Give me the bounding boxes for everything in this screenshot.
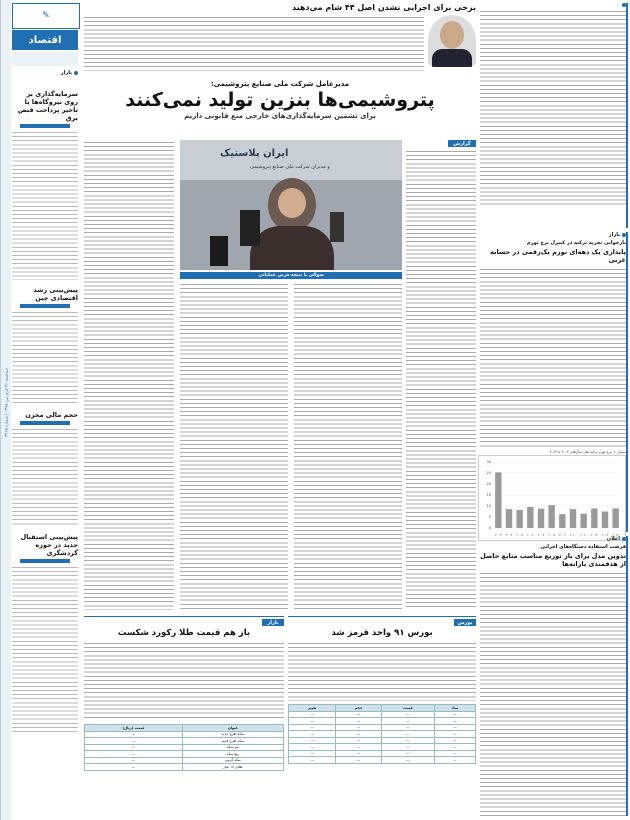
side-date-band bbox=[0, 0, 11, 820]
chart-y-tick: 5 bbox=[488, 515, 491, 520]
main-photo bbox=[180, 140, 402, 270]
author-portrait bbox=[428, 15, 476, 67]
right-mid-kicker: بازخوانی تجربه ترکیه در کنترل نرخ تورم bbox=[527, 240, 626, 246]
gold-row bbox=[85, 764, 284, 771]
left-item4-body bbox=[12, 565, 78, 735]
inflation-chart bbox=[478, 455, 626, 541]
bourse-cell: — bbox=[289, 711, 336, 718]
bottom-bourse bbox=[288, 616, 476, 817]
chart-bar bbox=[506, 509, 512, 528]
chart-x-tick: ۲۰۱۲ bbox=[591, 533, 598, 537]
left-item4-badge bbox=[20, 559, 70, 563]
bourse-cell: — bbox=[435, 731, 476, 738]
left-item1-badge bbox=[20, 124, 70, 128]
masthead-subline bbox=[12, 52, 78, 66]
bourse-header: حجم bbox=[336, 705, 381, 712]
bourse-cell: — bbox=[381, 750, 434, 757]
right-top-tag bbox=[480, 3, 626, 7]
report-tag: گزارش bbox=[448, 140, 476, 147]
gold-cell: ربع سکه bbox=[182, 751, 283, 758]
gold-cell: — bbox=[85, 751, 183, 758]
chart-y-tick: 10 bbox=[486, 504, 491, 509]
bourse-cell: — bbox=[435, 744, 476, 751]
bourse-cell: — bbox=[336, 757, 381, 764]
right-top-body bbox=[480, 9, 626, 205]
bourse-cell: — bbox=[336, 750, 381, 757]
right-bottom-title: تدوین مدل برای باز توزیع مناسب منابع حاصل از هدفمندی یارانه‌ها bbox=[480, 552, 626, 568]
chart-bar bbox=[591, 508, 597, 528]
paper-logo-icon: ✎ bbox=[42, 11, 50, 21]
bourse-header: تغییر bbox=[289, 705, 336, 712]
bourse-cell: — bbox=[435, 750, 476, 757]
bottom-left-title: باز هم قیمت طلا رکورد شکست bbox=[117, 628, 251, 638]
bourse-cell: — bbox=[289, 744, 336, 751]
left-item2-body bbox=[12, 310, 78, 405]
left-item1-title: سرمایه‌گذاری بر روی نیروگاه‌ها با تاخیر پرداخت قبض برق bbox=[17, 90, 78, 122]
right-mid-tag: بازار bbox=[480, 232, 626, 238]
chart-x-tick: ۲۰۰۷ bbox=[537, 533, 545, 537]
bourse-cell: — bbox=[289, 737, 336, 744]
report-body bbox=[406, 149, 476, 609]
right-mid-body bbox=[480, 267, 626, 447]
bottom-right-title: بورس ۹۱ واحد قرمز شد bbox=[331, 628, 433, 638]
left-item3-badge bbox=[20, 421, 70, 425]
chart-bar bbox=[516, 510, 522, 528]
logo-box bbox=[12, 3, 80, 29]
chart-y-tick: 25 bbox=[486, 471, 491, 476]
gold-cell: سکه طرح جدید bbox=[182, 731, 283, 738]
chart-x-tick: ۲۰۱۴ bbox=[612, 533, 619, 537]
gold-cell: سکه گرمی bbox=[182, 757, 283, 764]
bourse-cell: — bbox=[435, 724, 476, 731]
chart-x-tick: ۲۰۱۱ bbox=[580, 533, 587, 537]
right-bottom-body bbox=[480, 571, 626, 816]
left-item3-title: حجم مالی مخزن bbox=[25, 411, 78, 419]
gold-cell: نیم سکه bbox=[182, 744, 283, 751]
chart-bar bbox=[548, 505, 554, 528]
left-item4-title: پیش‌بینی استقبال جدید در حوزه گردشگری bbox=[20, 533, 78, 557]
chart-bar bbox=[570, 509, 576, 528]
chart-x-tick: ۲۰۱۳ bbox=[601, 533, 609, 537]
bourse-cell: — bbox=[289, 757, 336, 764]
right-chart-caption: نمودار ۱: نرخ تورم ترکیه طی سال‌های ۲۰۰۳ تا ۲۰۱۴ bbox=[549, 450, 626, 454]
left-item2-badge bbox=[20, 304, 70, 308]
main-subtitle: برای تشمین سرمایه‌گذاری‌های خارجی منع قانونی داریم bbox=[184, 112, 376, 120]
chart-x-tick: ۲۰۰۶ bbox=[527, 533, 534, 537]
bourse-cell: — bbox=[336, 724, 381, 731]
chart-bar bbox=[580, 514, 586, 528]
gold-header: عنوان bbox=[182, 725, 283, 732]
gold-cell: — bbox=[85, 744, 183, 751]
bourse-row bbox=[289, 757, 476, 764]
chart-bar bbox=[559, 514, 565, 528]
bourse-cell: — bbox=[435, 718, 476, 725]
left-item3-body bbox=[12, 427, 78, 527]
right-bottom-tag: اعلان bbox=[480, 536, 626, 542]
section-label: اقتصاد bbox=[12, 30, 78, 50]
left-top-tag: بازار bbox=[12, 70, 78, 76]
chart-x-tick: ۲۰۰۸ bbox=[548, 533, 555, 537]
bourse-cell: — bbox=[435, 757, 476, 764]
bottom-left-tag: بازار bbox=[262, 619, 284, 626]
chart-bar bbox=[527, 507, 533, 528]
right-bottom-kicker: فرصت استفاده دستگاه‌های اجرایی bbox=[540, 544, 626, 550]
chart-y-tick: 15 bbox=[486, 493, 491, 498]
bottom-right-body bbox=[288, 641, 476, 701]
main-body-col-c bbox=[294, 282, 402, 610]
bourse-cell: — bbox=[289, 750, 336, 757]
bourse-cell: — bbox=[435, 711, 476, 718]
bourse-cell: — bbox=[381, 744, 434, 751]
bourse-cell: — bbox=[381, 724, 434, 731]
chart-bar bbox=[495, 472, 501, 528]
bourse-cell: — bbox=[336, 718, 381, 725]
chart-x-tick: ۲۰۰۹ bbox=[559, 533, 566, 537]
bourse-cell: — bbox=[336, 711, 381, 718]
chart-bar bbox=[602, 512, 608, 529]
top-mid-article bbox=[84, 3, 476, 73]
chart-y-tick: 20 bbox=[486, 482, 491, 487]
bourse-cell: — bbox=[289, 724, 336, 731]
bourse-cell: — bbox=[381, 757, 434, 764]
chart-x-tick: ۲۰۰۴ bbox=[505, 533, 513, 537]
left-item2-title: پیش‌بینی رشد اقتصادی چین bbox=[33, 286, 78, 302]
chart-y-tick: 30 bbox=[486, 460, 491, 465]
chart-y-tick: 0 bbox=[488, 526, 491, 531]
bottom-left-body bbox=[84, 641, 284, 721]
top-mid-body bbox=[84, 15, 424, 71]
chart-x-tick: ۲۰۰۳ bbox=[495, 533, 502, 537]
bourse-cell: — bbox=[336, 737, 381, 744]
bottom-gold bbox=[84, 616, 284, 817]
photo-banner-2: و مدیران شرکت ملی صنایع پتروشیمی bbox=[250, 164, 330, 170]
main-title: پتروشیمی‌ها بنزین تولید نمی‌کنند bbox=[125, 89, 435, 111]
bourse-cell: — bbox=[336, 731, 381, 738]
bourse-cell: — bbox=[336, 744, 381, 751]
chart-bar bbox=[538, 509, 544, 528]
right-top-article bbox=[480, 3, 628, 228]
main-body-col-b bbox=[180, 282, 288, 610]
bourse-cell: — bbox=[381, 731, 434, 738]
gold-cell: — bbox=[85, 731, 183, 738]
photo-caption: سوالی با نتیجه فرض عملیاتی bbox=[180, 272, 402, 279]
main-kicker: مدیرعامل شرکت ملی صنایع پتروشیمی: bbox=[210, 80, 350, 88]
gold-header: قیمت (ریال) bbox=[85, 725, 183, 732]
top-mid-title: برخی برای اجرایی نشدن اصل ۴۴ شام می‌دهند bbox=[291, 3, 476, 12]
gold-price-table bbox=[84, 724, 284, 771]
bourse-cell: — bbox=[289, 718, 336, 725]
bourse-cell: — bbox=[381, 718, 434, 725]
right-mid-title: پایداری یک دهه‌ای تورم یک‌رقمی در حسابه غربی bbox=[490, 248, 626, 264]
bourse-table bbox=[288, 704, 476, 764]
bourse-cell: — bbox=[435, 737, 476, 744]
chart-bar bbox=[612, 508, 618, 528]
side-date: سه‌شنبه ۲۶ فروردین ۱۳۹۵ | شماره ۳۴۶۵ bbox=[3, 368, 9, 437]
bourse-cell: — bbox=[289, 731, 336, 738]
gold-cell: سکه طرح قدیم bbox=[182, 738, 283, 745]
gold-cell: طلای ۱۸ عیار bbox=[182, 764, 283, 771]
left-item1-body bbox=[12, 130, 78, 280]
chart-x-tick: ۲۰۱۰ bbox=[569, 533, 577, 537]
main-story-header bbox=[84, 80, 476, 138]
main-body-col-a bbox=[84, 140, 174, 610]
bourse-cell: — bbox=[381, 737, 434, 744]
right-mid-article bbox=[480, 232, 628, 537]
report-col bbox=[406, 140, 476, 610]
bourse-header: قیمت bbox=[381, 705, 434, 712]
bourse-header: نماد bbox=[435, 705, 476, 712]
gold-cell: — bbox=[85, 738, 183, 745]
bottom-right-tag: بورس bbox=[454, 619, 476, 626]
gold-cell: — bbox=[85, 757, 183, 764]
gold-cell: — bbox=[85, 764, 183, 771]
photo-banner: ایران پلاستیک bbox=[220, 148, 289, 159]
right-bottom-article bbox=[480, 536, 628, 816]
chart-x-tick: ۲۰۰۵ bbox=[516, 533, 523, 537]
left-col bbox=[12, 70, 78, 815]
bourse-cell: — bbox=[381, 711, 434, 718]
